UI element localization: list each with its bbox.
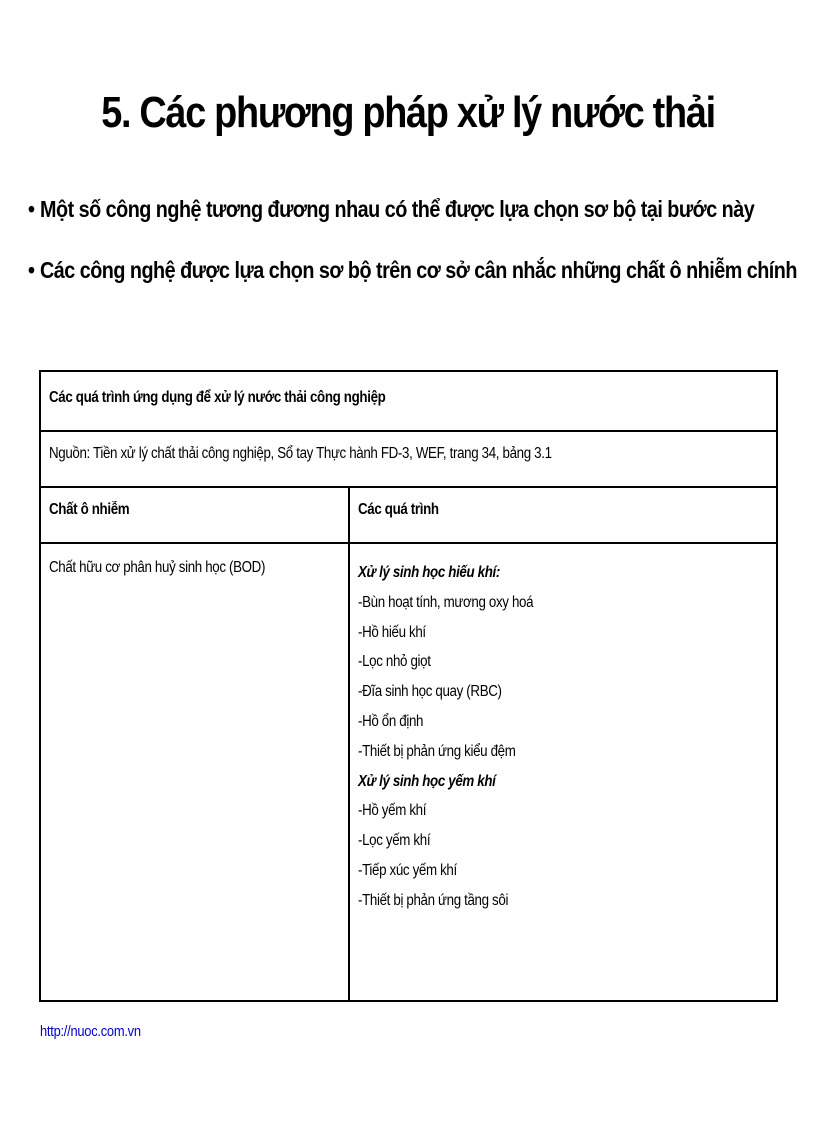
process-cell: [349, 543, 777, 1001]
process-item: -Thiết bị phản ứng kiểu đệm: [358, 742, 516, 760]
process-item: -Hồ hiếu khí: [358, 623, 426, 641]
pollutant-name: Chất hữu cơ phân huỷ sinh học (BOD): [49, 559, 266, 576]
process-list: [358, 544, 768, 916]
process-item: -Lọc yếm khí: [358, 832, 431, 850]
bullet-list: [28, 196, 808, 318]
process-item: -Thiết bị phản ứng tầng sôi: [358, 891, 509, 909]
column-header-pollutant: [40, 487, 349, 543]
table-source: Nguồn: Tiền xử lý chất thải công nghiệp, Sổ tay Thực hành FD-3, WEF, trang 34, bảng 3.1: [49, 445, 552, 462]
column-header-pollutant-label: Chất ô nhiễm: [49, 501, 130, 518]
process-table: [39, 370, 778, 1002]
process-group-heading: Xử lý sinh học hiếu khí:: [358, 564, 500, 581]
process-item: -Hồ yếm khí: [358, 802, 427, 820]
table-header-row: [40, 487, 777, 543]
column-header-processes: [349, 487, 777, 543]
bullet-text: Một số công nghệ tương đương nhau có thể được lựa chọn sơ bộ tại bước này: [40, 196, 755, 222]
column-header-processes-label: Các quá trình: [358, 501, 439, 518]
process-item: -Hồ ổn định: [358, 712, 424, 730]
source-link[interactable]: http://nuoc.com.vn: [40, 1023, 141, 1040]
process-group-heading: Xử lý sinh học yếm khí: [358, 772, 496, 790]
bullet-dot: •: [28, 196, 35, 222]
page-title: 5. Các phương pháp xử lý nước thải: [101, 88, 715, 137]
pollutant-cell: [40, 543, 349, 1001]
bullet-item: [28, 196, 755, 226]
table-source-cell: [40, 431, 777, 487]
table-source-row: [40, 431, 777, 487]
table-title: Các quá trình ứng dụng để xử lý nước thải công nghiệp: [49, 389, 386, 406]
process-item: -Đĩa sinh học quay (RBC): [358, 683, 502, 701]
table-title-row: [40, 371, 777, 431]
process-item: -Bùn hoạt tính, mương oxy hoá: [358, 593, 534, 611]
bullet-text: Các công nghệ được lựa chọn sơ bộ trên cơ sở cân nhắc những chất ô nhiễm chính: [40, 257, 797, 283]
table-title-cell: [40, 371, 777, 431]
bullet-dot: •: [28, 257, 35, 283]
bullet-item: [28, 257, 797, 287]
process-item: -Lọc nhỏ giọt: [358, 653, 431, 671]
process-item: -Tiếp xúc yếm khí: [358, 861, 457, 879]
table-row: [40, 543, 777, 1001]
